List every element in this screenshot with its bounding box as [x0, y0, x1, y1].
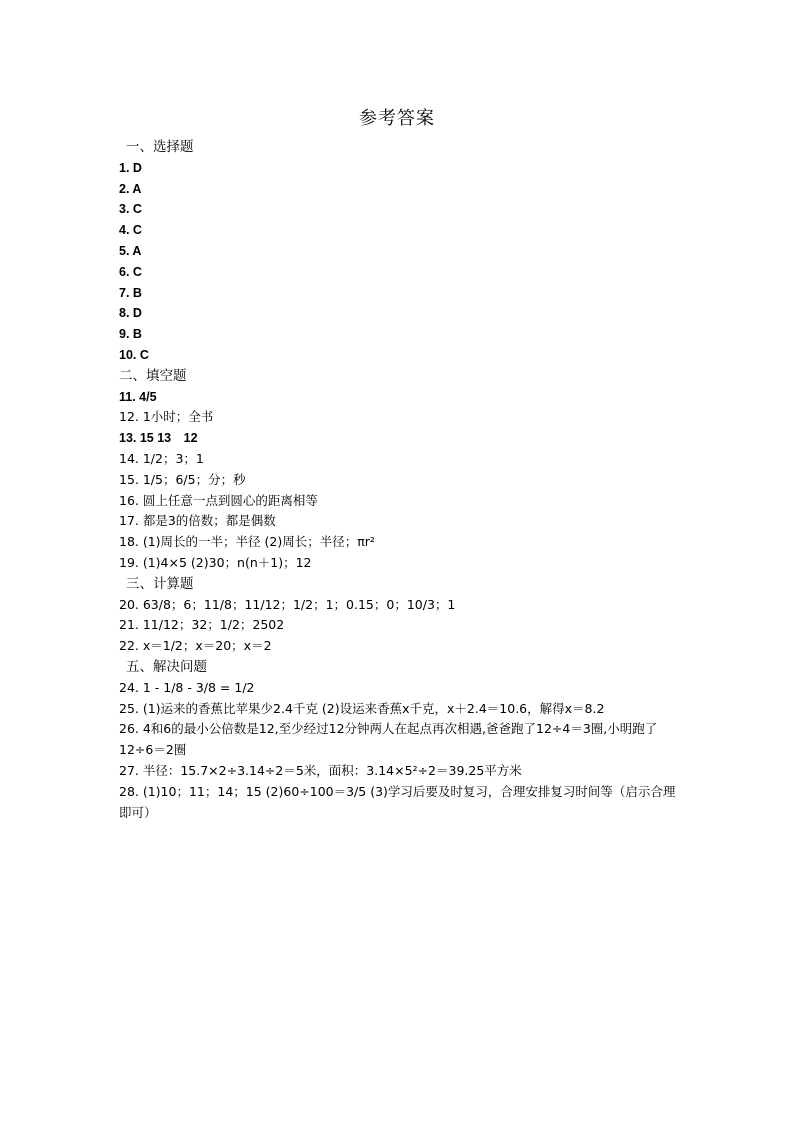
answer-18: 18. (1)周长的一半；半径 (2)周长；半径；πr² — [119, 534, 375, 550]
section-calc-heading: 三、计算题 — [126, 575, 194, 592]
answer-15: 15. 1/5；6/5；分；秒 — [119, 471, 246, 487]
answer-11: 11. 4/5 — [119, 389, 157, 404]
answer-3: 3. C — [119, 202, 142, 217]
answer-19: 19. (1)4×5 (2)30；n(n＋1)；12 — [119, 554, 312, 570]
answer-20: 20. 63/8；6；11/8；11/12；1/2；1；0.15；0；10/3；1 — [119, 596, 456, 612]
answer-10: 10. C — [119, 347, 149, 362]
answer-25: 25. (1)运来的香蕉比苹果少2.4千克 (2)设运来香蕉x千克，x＋2.4＝10.6，解得x＝8.2 — [119, 700, 605, 716]
answer-7: 7. B — [119, 285, 142, 300]
answer-27: 27. 半径：15.7×2÷3.14÷2＝5米，面积：3.14×5²÷2＝39.25平方米 — [119, 762, 522, 778]
answer-22: 22. x＝1/2；x＝20；x＝2 — [119, 638, 272, 654]
answer-14: 14. 1/2；3；1 — [119, 450, 204, 466]
page-title: 参考答案 — [359, 108, 435, 129]
answer-28: 28. (1)10；11；14；15 (2)60÷100＝3/5 (3)学习后要及时复习，合理安排复习时间等（启示合理即可） — [119, 783, 676, 820]
answer-9: 9. B — [119, 327, 142, 342]
answer-26: 26. 4和6的最小公倍数是12,至少经过12分钟两人在起点再次相遇,爸爸跑了12÷4＝3圈,小明跑了12÷6＝2圈 — [119, 721, 658, 758]
answer-5: 5. A — [119, 243, 142, 258]
section-fill-heading: 二、填空题 — [119, 367, 187, 384]
answer-13: 13. 15 13 12 — [119, 431, 198, 446]
answer-8: 8. D — [119, 306, 142, 321]
answer-16: 16. 圆上任意一点到圆心的距离相等 — [119, 492, 318, 508]
answer-12: 12. 1小时；全书 — [119, 409, 214, 425]
answer-17: 17. 都是3的倍数；都是偶数 — [119, 513, 276, 529]
answer-content — [119, 137, 681, 823]
section-choice-heading: 一、选择题 — [126, 139, 194, 155]
answer-4: 4. C — [119, 223, 142, 238]
answer-24: 24. 1 - 1/8 - 3/8 = 1/2 — [119, 679, 255, 695]
answer-6: 6. C — [119, 264, 142, 279]
answer-1: 1. D — [119, 160, 142, 175]
answer-2: 2. A — [119, 181, 142, 196]
section-solve-heading: 五、解决问题 — [126, 658, 207, 675]
answer-21: 21. 11/12；32；1/2；2502 — [119, 617, 285, 633]
